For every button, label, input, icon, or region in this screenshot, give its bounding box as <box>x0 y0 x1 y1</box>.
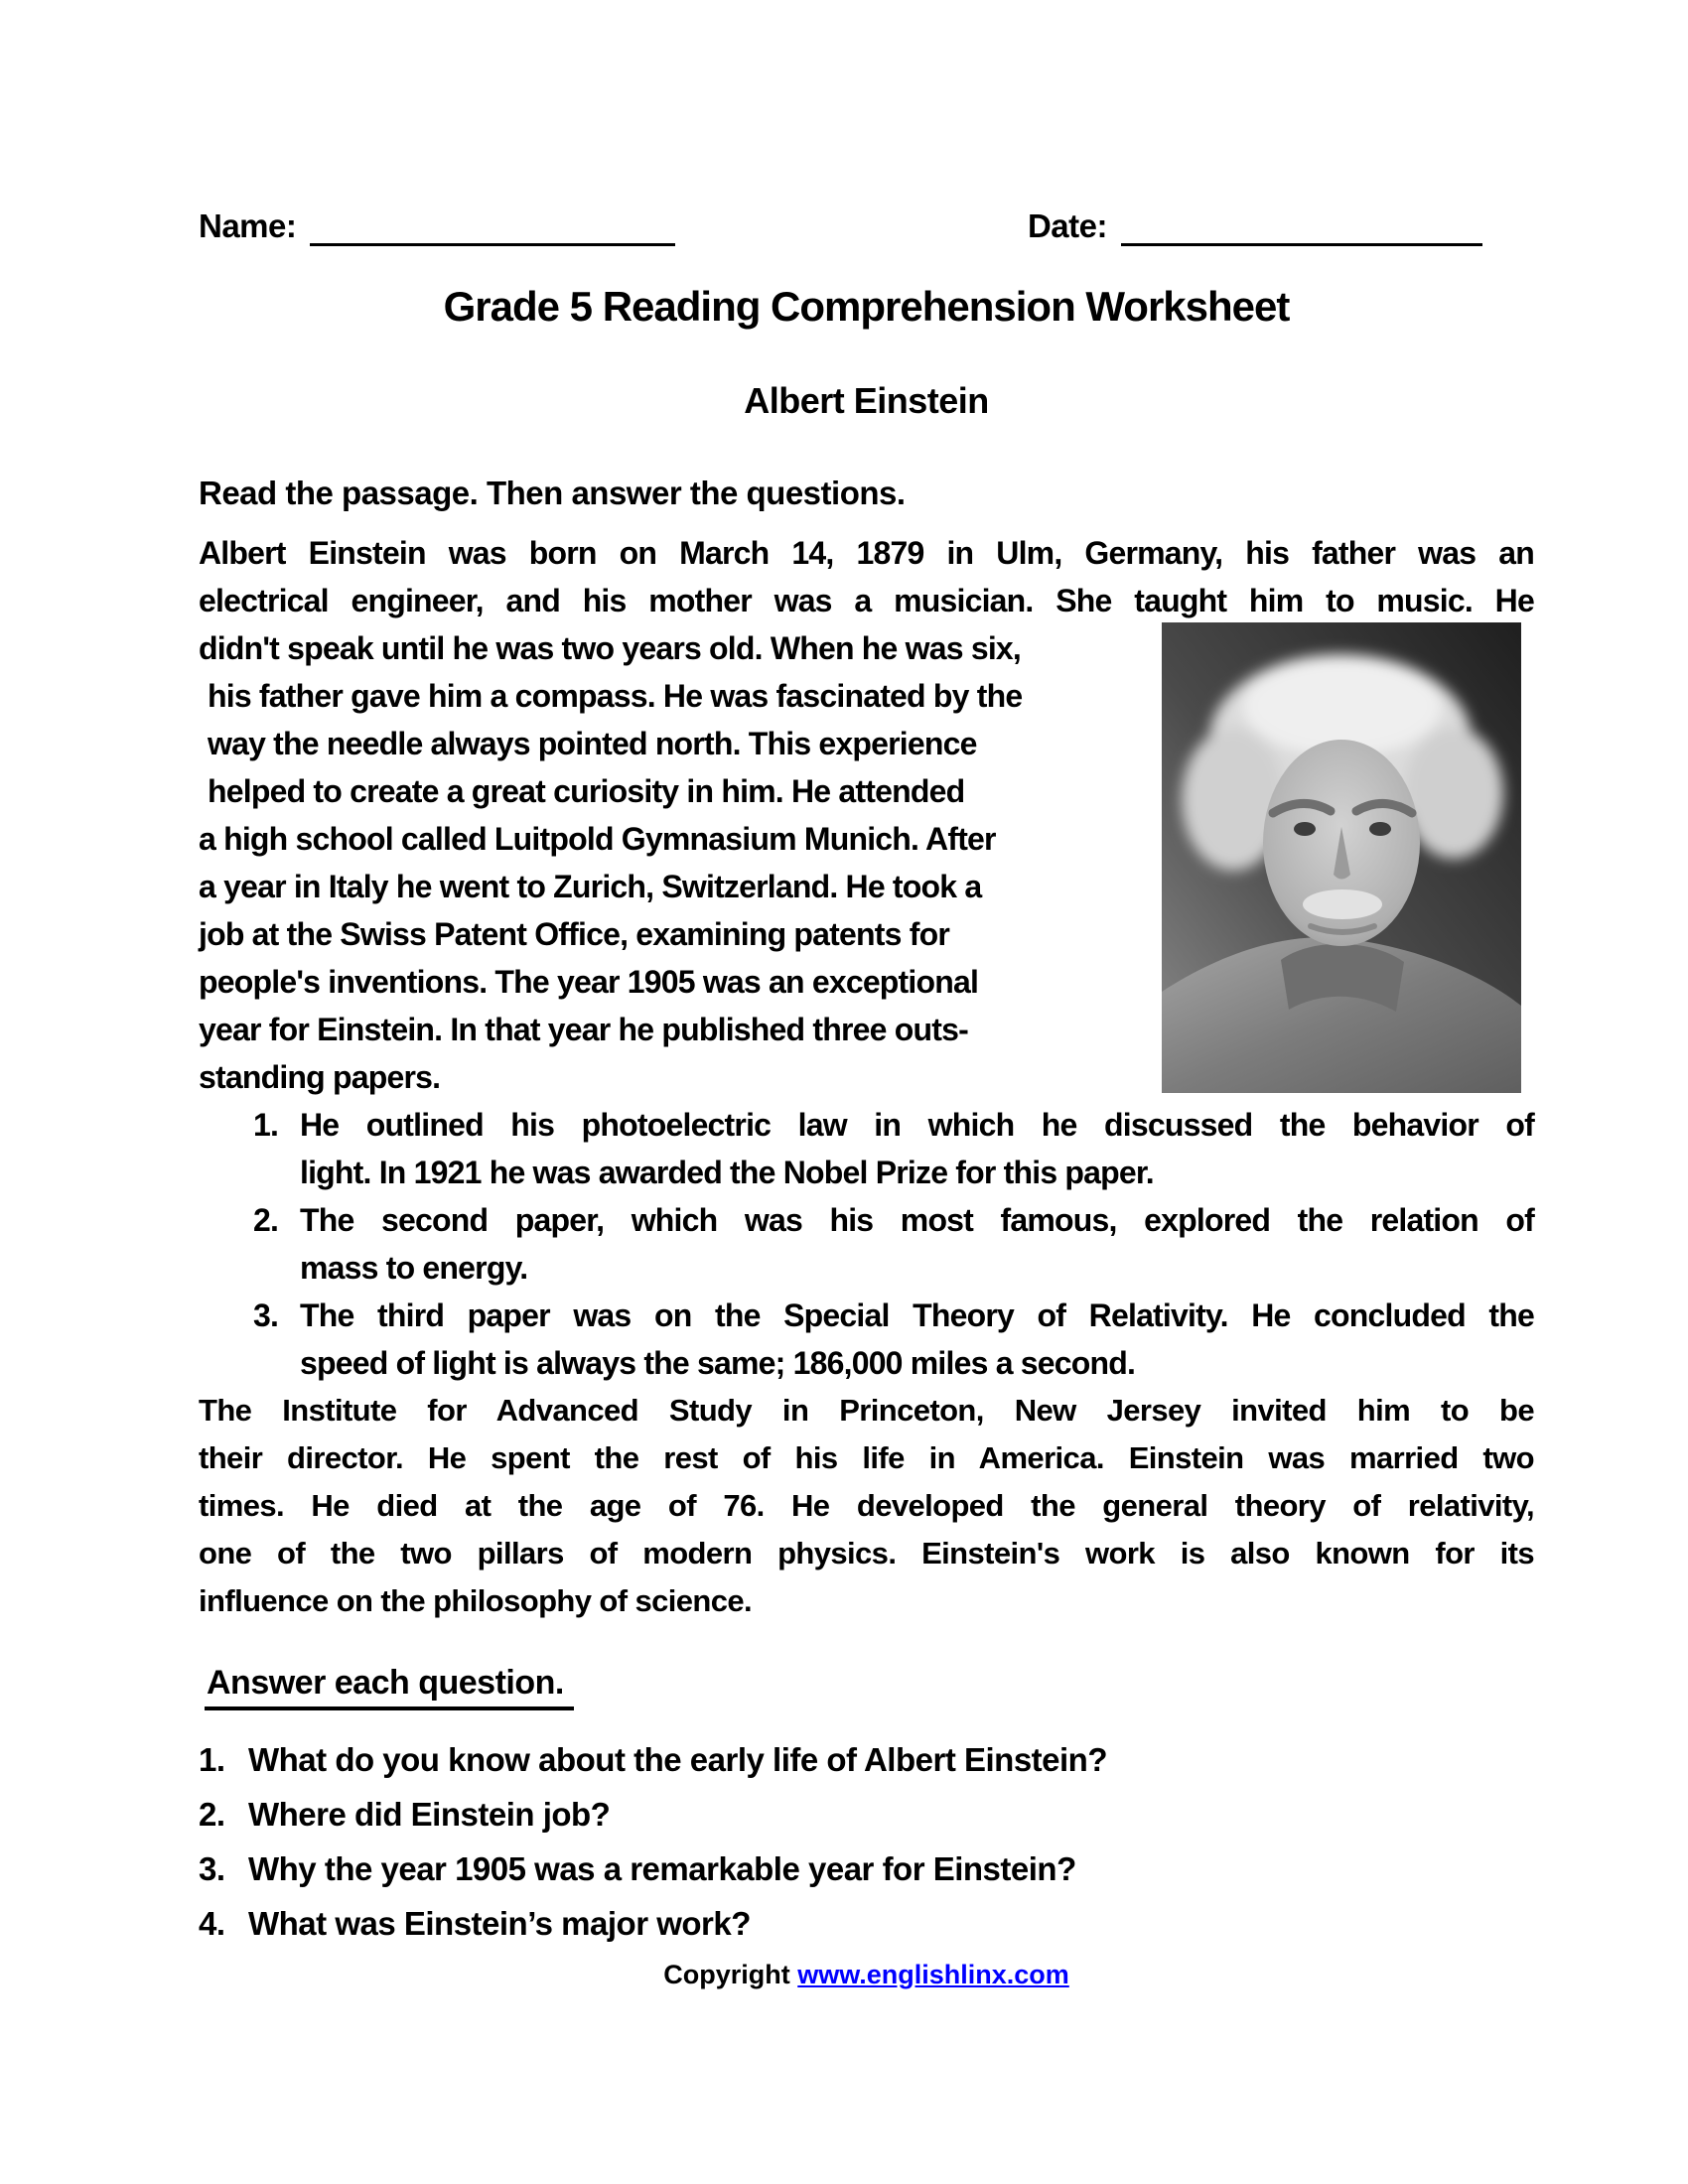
list-item-number: 3. <box>253 1297 279 1333</box>
page-subtitle: Albert Einstein <box>744 380 989 421</box>
numbered-points <box>199 1101 1534 1387</box>
passage-line: job at the Swiss Patent Office, examining patents for <box>199 916 949 952</box>
question-text: Why the year 1905 was a remarkable year for Einstein? <box>248 1850 1076 1887</box>
question-row <box>199 1740 1534 1780</box>
page-title: Grade 5 Reading Comprehension Worksheet <box>443 283 1290 330</box>
list-item-line: The second paper, which was his most famous, explored the relation of <box>300 1202 1534 1238</box>
closing-paragraph <box>199 1387 1534 1625</box>
name-blank-line <box>310 209 675 246</box>
copyright-link[interactable]: www.englishlinx.com <box>797 1960 1069 1989</box>
list-item-line: The third paper was on the Special Theory of Relativity. He concluded the <box>300 1297 1534 1333</box>
closing-line: times. He died at the age of 76. He developed the general theory of relativity, <box>199 1488 1534 1523</box>
passage-line: helped to create a great curiosity in him. He attended <box>208 773 965 809</box>
einstein-photo <box>1162 622 1521 1093</box>
date-blank-line <box>1121 209 1482 246</box>
list-item <box>199 1292 1534 1387</box>
closing-line: their director. He spent the rest of his life in America. Einstein was married two <box>199 1440 1534 1475</box>
worksheet-content <box>0 206 1688 1991</box>
date-label: Date: <box>1027 207 1107 244</box>
list-item-line: light. In 1921 he was awarded the Nobel Prize for this paper. <box>300 1155 1154 1190</box>
passage-line: a year in Italy he went to Zurich, Switzerland. He took a <box>199 869 982 904</box>
list-item-number: 1. <box>253 1107 279 1143</box>
passage-line: Albert Einstein was born on March 14, 1879 in Ulm, Germany, his father was an <box>199 535 1534 571</box>
passage-line: didn't speak until he was two years old. When he was six, <box>199 630 1021 666</box>
list-item-text <box>300 1292 1534 1387</box>
passage-line: way the needle always pointed north. This experience <box>208 726 977 761</box>
list-item <box>199 1101 1534 1196</box>
passage-line: people's inventions. The year 1905 was an exceptional <box>199 964 979 1000</box>
question-text: What was Einstein’s major work? <box>248 1905 751 1942</box>
passage <box>199 529 1534 1101</box>
question-number: 4. <box>199 1905 225 1942</box>
passage-line: standing papers. <box>199 1059 441 1095</box>
instructions-text: Read the passage. Then answer the questions. <box>199 475 906 511</box>
list-item-line: speed of light is always the same; 186,000 miles a second. <box>300 1345 1136 1381</box>
name-label: Name: <box>199 207 297 244</box>
question-text: What do you know about the early life of Albert Einstein? <box>248 1741 1107 1778</box>
list-item-number: 2. <box>253 1202 279 1238</box>
list-item-text <box>300 1101 1534 1196</box>
question-number: 1. <box>199 1741 225 1778</box>
passage-line: a high school called Luitpold Gymnasium Munich. After <box>199 821 996 857</box>
question-row <box>199 1795 1534 1835</box>
question-number: 2. <box>199 1796 225 1833</box>
footer <box>199 1959 1534 1991</box>
list-item-line: mass to energy. <box>300 1250 528 1286</box>
closing-line: The Institute for Advanced Study in Princeton, New Jersey invited him to be <box>199 1393 1534 1428</box>
date-group <box>1028 206 1482 246</box>
question-row <box>199 1849 1534 1889</box>
question-row <box>199 1904 1534 1944</box>
question-number: 3. <box>199 1850 225 1887</box>
list-item <box>199 1196 1534 1292</box>
passage-line: electrical engineer, and his mother was a musician. She taught him to music. He <box>199 583 1534 618</box>
einstein-portrait-image <box>1162 622 1521 1093</box>
name-date-row <box>199 206 1534 246</box>
list-item-text <box>300 1196 1534 1292</box>
question-text: Where did Einstein job? <box>248 1796 611 1833</box>
closing-line: influence on the philosophy of science. <box>199 1583 753 1618</box>
questions-list <box>199 1740 1534 1944</box>
list-item-line: He outlined his photoelectric law in which he discussed the behavior of <box>300 1107 1534 1143</box>
answer-section-heading: Answer each question. <box>205 1663 574 1710</box>
closing-line: one of the two pillars of modern physics. Einstein's work is also known for its <box>199 1536 1534 1570</box>
passage-line: his father gave him a compass. He was fascinated by the <box>208 678 1023 714</box>
passage-line: year for Einstein. In that year he published three outs- <box>199 1012 968 1047</box>
copyright-label: Copyright <box>663 1960 790 1989</box>
